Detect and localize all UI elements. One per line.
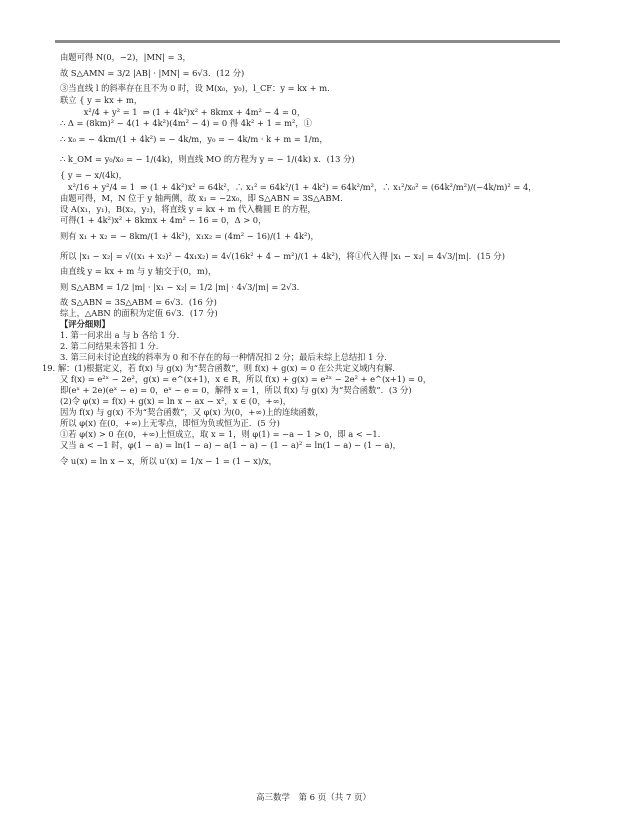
text-line: ∴ x₀ = − 4km/(1 + 4k²) = − 4k/m，y₀ = − 4k/m · k + m = 1/m， (60, 134, 328, 144)
text-line: 1. 第一问求出 a 与 b 各给 1 分． (60, 330, 185, 340)
document-body (42, 52, 560, 471)
page-footer: 高三数学 第 6 页（共 7 页） (255, 793, 372, 803)
text-line: 综上，△ABN 的面积为定值 6√3．(17 分) (60, 308, 218, 318)
text-line: 联立 { y = kx + m， x²/4 + y² = 1 ⇒ (1 + 4k²)x² + 8kmx + 4m² − 4 = 0， (60, 95, 306, 117)
text-line: 由题可得，M，N 位于 y 轴两侧，故 x₁ = −2x₀，即 S△ABN = 3S△ABM． (60, 193, 349, 203)
text-line: (2)令 φ(x) = f(x) + g(x) = ln x − ax − x²，x ∈ (0，+∞)， (60, 396, 292, 406)
text-line: 3. 第三问未讨论直线的斜率为 0 和不存在的每一种情况扣 2 分；最后未综上总结扣 1 分． (60, 352, 393, 362)
text-line: 由直线 y = kx + m 与 y 轴交于(0，m)， (60, 266, 217, 276)
text-line: 所以 φ(x) 在(0，+∞)上无零点，即恒为负或恒为正．(5 分) (60, 418, 280, 428)
text-line: 【评分细则】 (60, 319, 110, 329)
text-line: { y = − x/(4k)， x²/16 + y²/4 = 1 ⇒ (1 + 4k²)x² = 64k²，∴ x₁² = 64k²/(1 + 4k²) = 64k²/m²，∴ x₁²/x₀² = (64k²/m²)/(−4k/m)² = 4， (60, 170, 537, 192)
text-line: 设 A(x₁，y₁)，B(x₂，y₂)，将直线 y = kx + m 代入椭圆 E 的方程， (60, 204, 316, 214)
text-line: 19. 解：(1)根据定义，若 f(x) 与 g(x) 为“契合函数”，则 f(x) + g(x) = 0 在公共定义域内有解． (42, 363, 401, 373)
text-line: ∴ Δ = (8km)² − 4(1 + 4k²)(4m² − 4) = 0 得 4k² + 1 = m²，① (60, 118, 312, 128)
text-line: 又当 a < −1 时，φ(1 − a) = ln(1 − a) − a(1 − a) − (1 − a)² = ln(1 − a) − (1 − a)， (60, 440, 401, 450)
text-line: 2. 第二问结果未答扣 1 分． (60, 341, 165, 351)
text-line: 因为 f(x) 与 g(x) 不为“契合函数”，又 φ(x) 为(0，+∞)上的连续函数， (60, 407, 324, 417)
text-line: 则 S△ABM = 1/2 |m| · |x₁ − x₂| = 1/2 |m| · 4√3/|m| = 2√3． (60, 282, 306, 292)
text-line: 故 S△ABN = 3S△ABM = 6√3．(16 分) (60, 297, 217, 307)
text-line: 故 S△AMN = 3/2 |AB| · |MN| = 6√3．(12 分) (60, 68, 245, 78)
header-rule (55, 40, 560, 43)
text-line: 则有 x₁ + x₂ = − 8km/(1 + 4k²)，x₁x₂ = (4m² − 16)/(1 + 4k²)， (60, 231, 319, 241)
text-line: 可得(1 + 4k²)x² + 8kmx + 4m² − 16 = 0，Δ > 0， (60, 215, 267, 225)
text-line: ③当直线 l 的斜率存在且不为 0 时，设 M(x₀，y₀)，l_CF：y = kx + m． (60, 83, 336, 93)
text-line: 由题可得 N(0，−2)，|MN| = 3， (60, 52, 191, 62)
text-line: 又 f(x) = e²ˣ − 2e²，g(x) = e^(x+1)，x ∈ R，所以 f(x) + g(x) = e²ˣ − 2e² + e^(x+1) = 0， (60, 374, 432, 384)
text-line: 即(eˣ + 2e)(eˣ − e) = 0，eˣ − e = 0，解得 x = 1，所以 f(x) 与 g(x) 为“契合函数”．(3 分) (60, 385, 412, 395)
text-line: ∴ k_OM = y₀/x₀ = − 1/(4k)，则直线 MO 的方程为 y = − 1/(4k) x．(13 分) (60, 154, 355, 164)
text-line: 所以 |x₁ − x₂| = √((x₁ + x₂)² − 4x₁x₂) = 4√(16k² + 4 − m²)/(1 + 4k²)，将①代入得 |x₁ − x₂| = 4√3/|m|．(15 分) (60, 251, 505, 261)
text-line: ①若 φ(x) > 0 在(0，+∞)上恒成立，取 x = 1，则 φ(1) = −a − 1 > 0，即 a < −1． (60, 429, 387, 439)
text-line: 令 u(x) = ln x − x，所以 u′(x) = 1/x − 1 = (1 − x)/x， (60, 456, 277, 466)
